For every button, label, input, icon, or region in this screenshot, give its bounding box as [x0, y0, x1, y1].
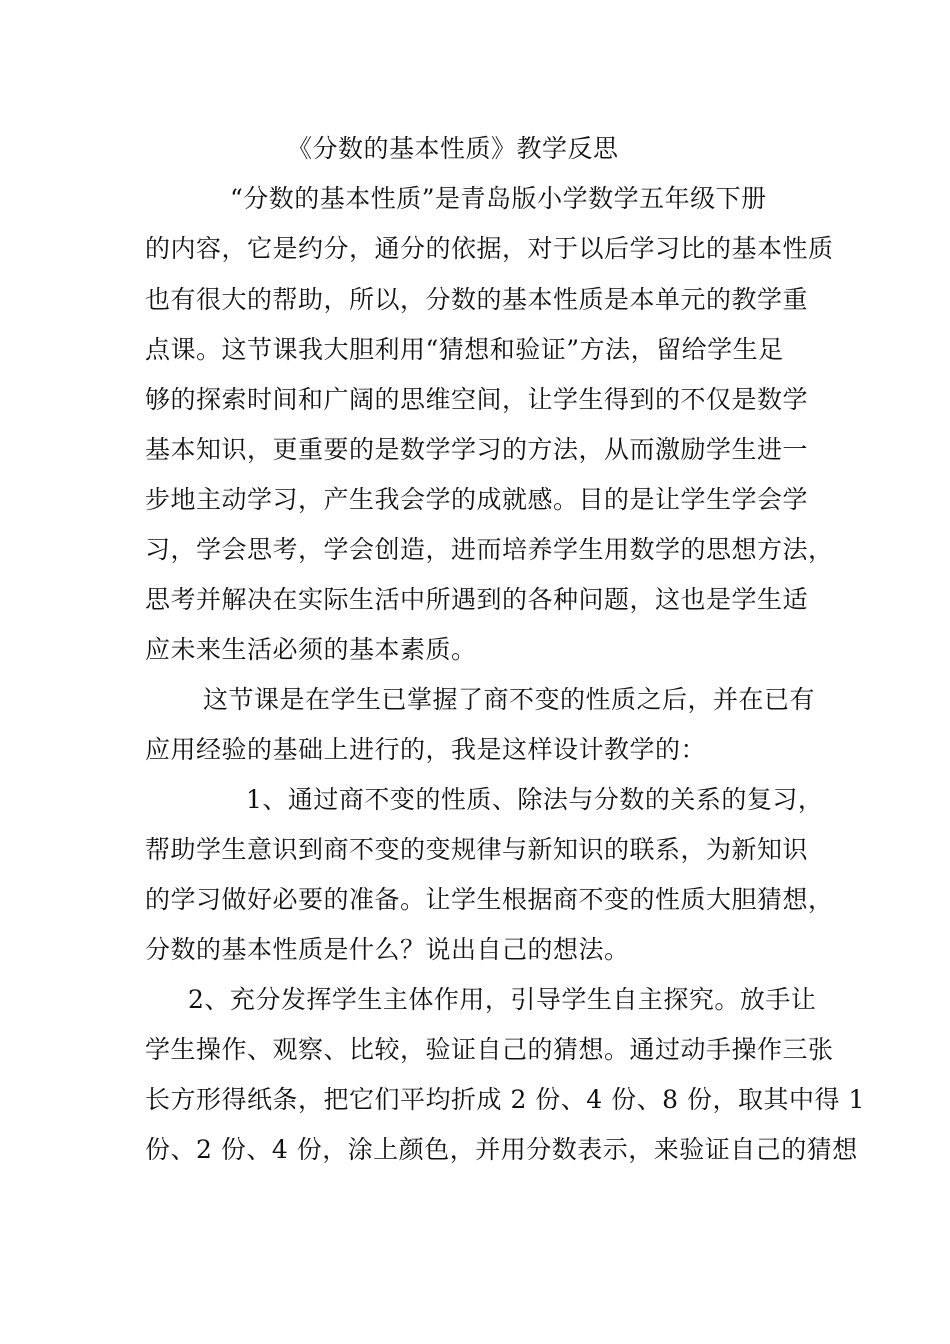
- paragraph-line: 这节课是在学生已掌握了商不变的性质之后，并在已有: [203, 685, 816, 714]
- paragraph-line: 2、充分发挥学生主体作用，引导学生自主探究。放手让: [188, 985, 817, 1014]
- paragraph-line: 的学习做好必要的准备。让学生根据商不变的性质大胆猜想，: [145, 885, 834, 914]
- paragraph-line: 思考并解决在实际生活中所遇到的各种问题，这也是学生适: [145, 585, 809, 614]
- paragraph-line: 习，学会思考，学会创造，进而培养学生用数学的思想方法，: [145, 535, 834, 564]
- document-title: 《分数的基本性质》教学反思: [287, 134, 619, 163]
- paragraph-line: “分数的基本性质”是青岛版小学数学五年级下册: [230, 184, 767, 213]
- paragraph-line: 步地主动学习，产生我会学的成就感。目的是让学生学会学: [145, 485, 809, 514]
- paragraph-line: 够的探索时间和广阔的思维空间，让学生得到的不仅是数学: [145, 385, 809, 414]
- paragraph-line: 帮助学生意识到商不变的变规律与新知识的联系，为新知识: [145, 835, 809, 864]
- paragraph-line: 分数的基本性质是什么？说出自己的想法。: [145, 935, 630, 964]
- paragraph-line: 应未来生活必须的基本素质。: [145, 635, 477, 664]
- paragraph-line: 1、通过商不变的性质、除法与分数的关系的复习，: [246, 785, 824, 814]
- paragraph-line: 长方形得纸条，把它们平均折成 2 份、4 份、8 份，取其中得 1: [145, 1085, 865, 1114]
- paragraph-line: 份、2 份、4 份，涂上颜色，并用分数表示，来验证自己的猜想: [145, 1135, 858, 1164]
- paragraph-line: 基本知识，更重要的是数学学习的方法，从而激励学生进一: [145, 435, 809, 464]
- paragraph-line: 的内容，它是约分，通分的依据，对于以后学习比的基本性质: [145, 234, 834, 263]
- paragraph-line: 应用经验的基础上进行的，我是这样设计教学的：: [145, 735, 707, 764]
- paragraph-line: 也有很大的帮助，所以，分数的基本性质是本单元的教学重: [145, 285, 809, 314]
- paragraph-line: 学生操作、观察、比较，验证自己的猜想。通过动手操作三张: [145, 1035, 834, 1064]
- paragraph-line: 点课。这节课我大胆利用“猜想和验证”方法，留给学生足: [145, 335, 784, 364]
